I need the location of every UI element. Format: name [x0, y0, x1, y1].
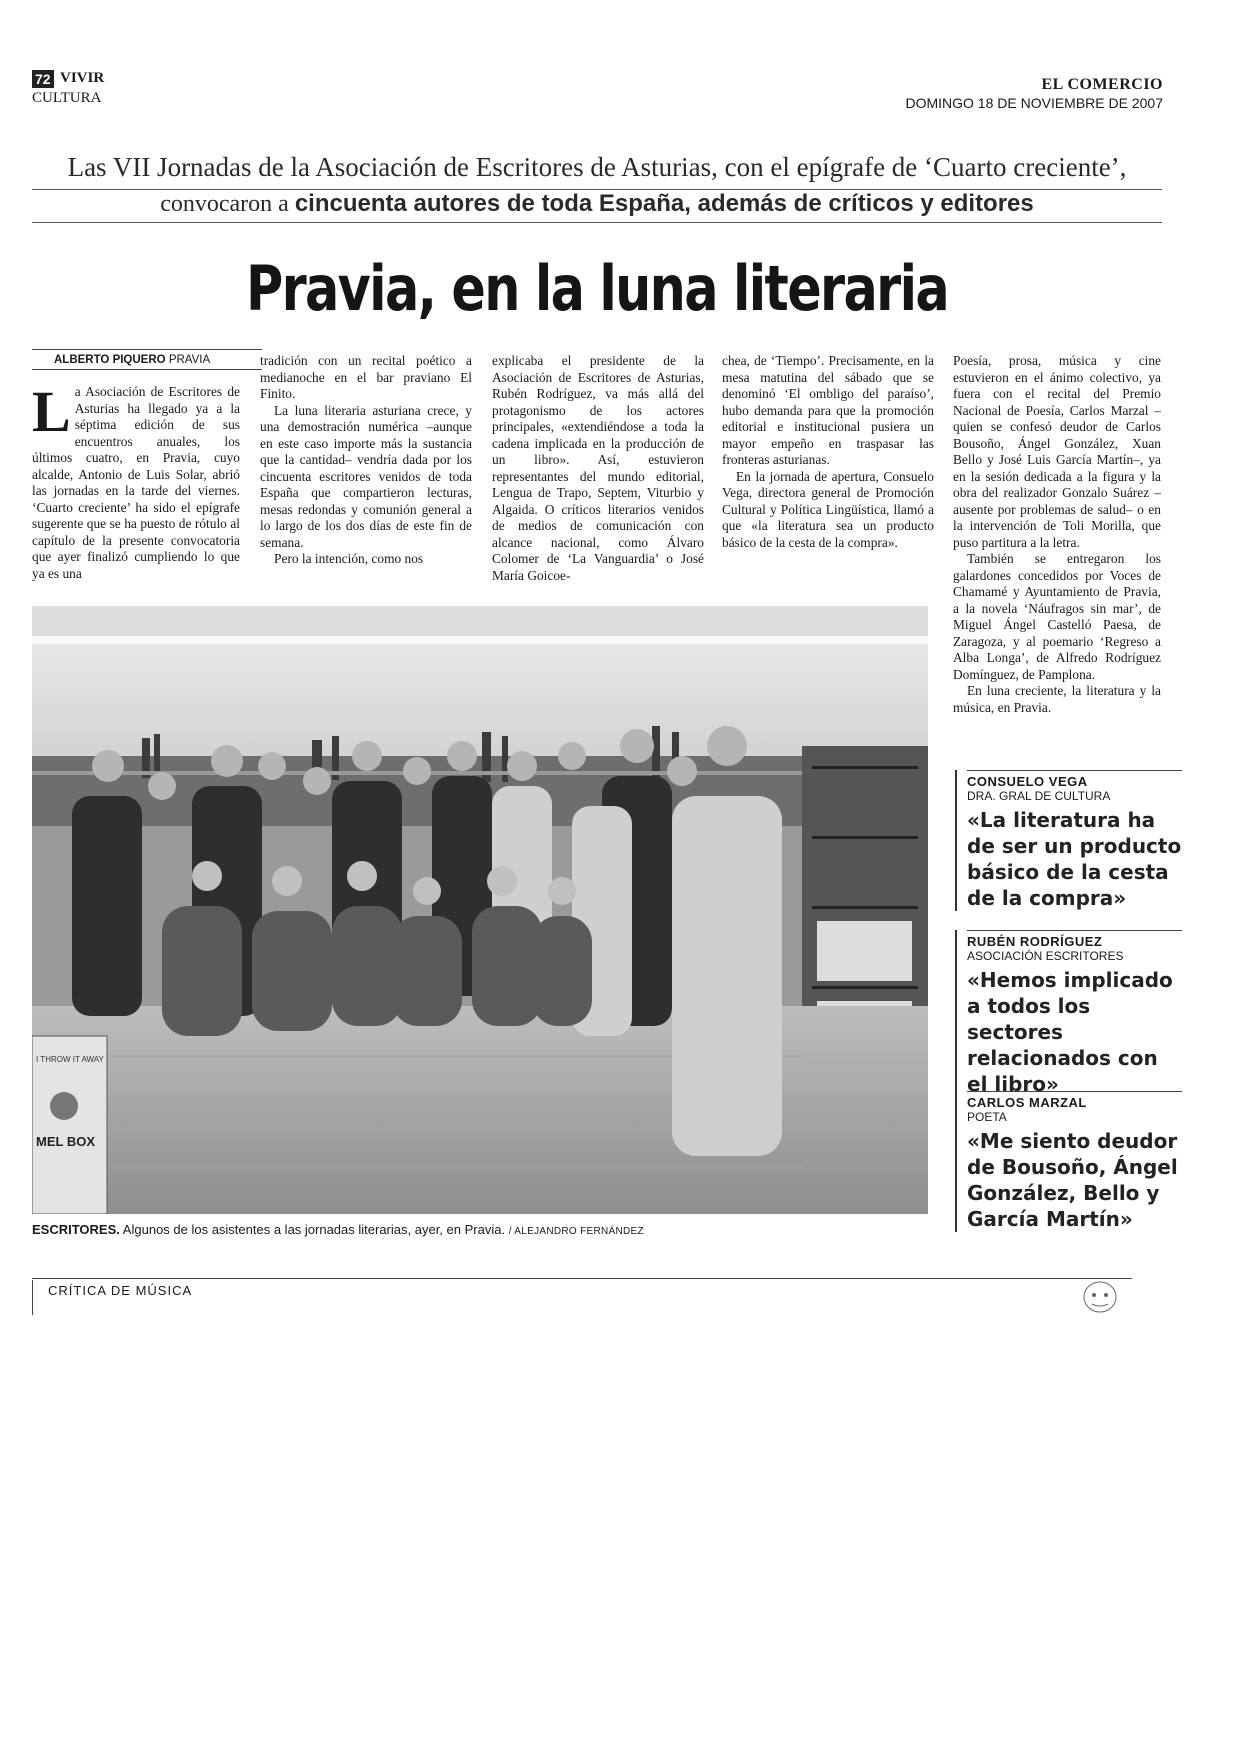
col5-paragraph-2: También se entregaron los galardones concedidos por Voces de Chamamé y Ayuntamiento de Pravia, a la novela ‘Náufragos sin mar’, de Miguel Ángel Castelló Paesa, de Zaragoza, y al poemario ‘Regreso a Alba Longa’, de Alfredo Rodríguez Domínguez, de Pamplona. — [953, 551, 1161, 682]
col5-paragraph-1: Poesía, prosa, música y cine estuvieron en el ánimo colectivo, ya fuera con el recital del Premio Nacional de Poesía, Carlos Marzal –quien se confesó deudor de Carlos Bousoño, Ángel González, Xuan Bello y José Luis García Martín–, ya en la sesión dedicada a la figura y la obra del realizador Gonzalo Suárez –ausente por problemas de salud– o en la intervención de Toli Morilla, que puso partitura a la letra. — [953, 353, 1161, 550]
dropcap: L — [32, 379, 71, 444]
quote-2-text: «Hemos implicado a todos los sectores relacionados con el libro» — [967, 968, 1173, 1096]
article-column-1 — [32, 379, 240, 582]
col4-paragraph-2: En la jornada de apertura, Consuelo Vega, directora general de Promoción Cultural y Política Lingüística, llamó a que «la literatura sea un producto básico de la cesta de la compra». — [722, 468, 934, 550]
deck-line-2-plain: convocaron a — [160, 191, 289, 217]
photo-credit: / ALEJANDRO FERNÁNDEZ — [508, 1226, 644, 1237]
article-column-2 — [260, 353, 472, 568]
group-photo-illustration — [32, 606, 928, 1214]
group-photo — [32, 606, 928, 1214]
pull-quote-1 — [955, 770, 1182, 911]
quote-3-name: CARLOS MARZAL — [967, 1091, 1182, 1110]
quote-2-name: RUBÉN RODRÍGUEZ — [967, 930, 1182, 949]
subsection-label: CULTURA — [32, 90, 102, 106]
col1-paragraph-1: a Asociación de Escritores de Asturias ha llegado ya a la séptima edición de sus encuentros anuales, los últimos cuatro, en Pravia, cuyo alcalde, Antonio de Luis Solar, abrió las jornadas en la tarde del viernes. ‘Cuarto creciente’ ha sido el epígrafe sugerente que se ha puesto de rótulo al capítulo de la presente convocatoria que ayer finalizó cumpliendo lo que ya es una — [32, 384, 240, 581]
col4-paragraph-1: chea, de ‘Tiempo’. Precisamente, en la mesa matutina del sábado que se denominó ‘El ombligo del paraíso’, hubo demanda para que la promoción editorial e institucional pusiera un mayor empeño en traspasar las fronteras asturianas. — [722, 353, 934, 467]
col2-paragraph-3: Pero la intención, como nos — [274, 551, 424, 566]
footer-rule — [32, 1280, 33, 1315]
quote-3-text: «Me siento deudor de Bousoño, Ángel González, Bello y García Martín» — [967, 1129, 1178, 1231]
byline — [32, 349, 262, 370]
box-text-1: I THROW IT AWAY — [36, 1055, 104, 1064]
col5-paragraph-3: En luna creciente, la literatura y la música, en Pravia. — [953, 683, 1161, 715]
box-text-2: MEL BOX — [36, 1134, 95, 1149]
quote-1-name: CONSUELO VEGA — [967, 770, 1182, 789]
pull-quote-3 — [955, 1091, 1182, 1232]
quote-3-role: POETA — [967, 1110, 1007, 1124]
quote-1-text: «La literatura ha de ser un producto básico de la cesta de la compra» — [967, 808, 1182, 910]
caption-lead: ESCRITORES. — [32, 1222, 120, 1237]
newspaper-name: EL COMERCIO — [1041, 76, 1163, 93]
issue-date: DOMINGO 18 DE NOVIEMBRE DE 2007 — [905, 95, 1163, 111]
author-portrait-icon — [1075, 1275, 1125, 1315]
article-column-5 — [953, 353, 1161, 716]
headline: Pravia, en la luna literaria — [245, 252, 949, 325]
quote-2-role: ASOCIACIÓN ESCRITORES — [967, 949, 1124, 963]
byline-author: ALBERTO PIQUERO — [54, 354, 166, 366]
col3-paragraph-1: explicaba el presidente de la Asociación de Escritores de Asturias, Rubén Rodríguez, va más allá del protagonismo de los actores principales, «extendiéndose a toda la cadena implicada en la producción de un libro». Así, estuvieron representantes del mundo editorial, Lengua de Trapo, Septem, Viturbio y Algaida. O críticos literarios venidos de medios de comunicación con alcance nacional, como Álvaro Colomer de ‘La Vanguardia’ o José María Goicoe- — [492, 353, 704, 583]
deck-line-2 — [32, 190, 1162, 218]
photo-caption — [32, 1222, 644, 1237]
caption-text: Algunos de los asistentes a las jornadas literarias, ayer, en Pravia. — [122, 1222, 506, 1237]
smiley-icon — [50, 1092, 78, 1120]
article-column-3 — [492, 353, 704, 584]
deck-line-1: Las VII Jornadas de la Asociación de Escritores de Asturias, con el epígrafe de ‘Cuarto creciente’, — [67, 152, 1127, 182]
article-column-4 — [722, 353, 934, 551]
quote-1-role: DRA. GRAL DE CULTURA — [967, 789, 1111, 803]
col2-paragraph-2: La luna literaria asturiana crece, y una demostración numérica –aunque en este caso importe más la sustancia que la cantidad– vendría dada por los cincuenta escritores venidos de toda España que compartieron lecturas, mesas redondas y comunión general a lo largo de los dos días de este fin de semana. — [260, 402, 472, 550]
col2-paragraph-1: tradición con un recital poético a medianoche en el bar praviano El Finito. — [260, 353, 472, 401]
deck-line-2-bold: cincuenta autores de toda España, además de críticos y editores — [294, 190, 1034, 217]
next-section-header — [32, 1278, 1132, 1300]
section-label: VIVIR — [60, 70, 105, 86]
byline-place: PRAVIA — [168, 354, 211, 366]
next-section-label: CRÍTICA DE MÚSICA — [48, 1283, 193, 1298]
pull-quote-2 — [955, 930, 1182, 1097]
deck-rule-bottom — [32, 222, 1162, 223]
page-number: 72 — [32, 70, 54, 88]
